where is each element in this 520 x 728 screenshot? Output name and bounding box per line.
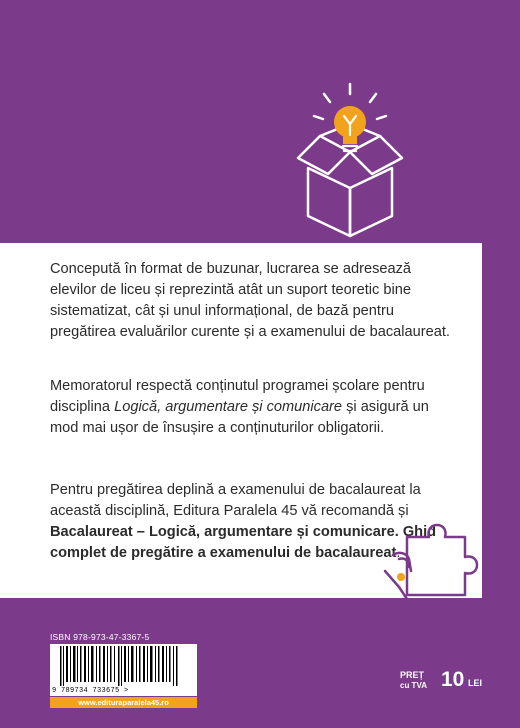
barcode-block	[50, 632, 197, 710]
paragraph-curriculum: Memoratorul respectă conținutul programei școlare pentru disciplina Logică, argumentare și comunicare și asigură un mod mai ușor de însușire a conținuturilor obligatorii.	[50, 378, 429, 436]
lightbulb-box-icon	[280, 80, 420, 240]
puzzle-hand-icon	[377, 497, 487, 607]
publisher-website: www.edituraparalela45.ro	[50, 697, 197, 708]
barcode-digits: 9 789734 733675 >	[52, 687, 129, 695]
price-currency: LEI	[468, 678, 483, 688]
price-label: PREȚ	[400, 670, 425, 680]
price-tax-note: cu TVA	[400, 681, 427, 690]
barcode-bars	[50, 644, 197, 688]
price-value: 10	[441, 668, 465, 691]
paragraph-recommendation: Pentru pregătirea deplină a examenului de bacalaureat la această disciplină, Editura Paralela 45 vă recomandă și Bacalaureat – Logică, argumentare și comunicare. Ghid complet de pregătire a examenului de bacalaureat.	[50, 482, 437, 561]
price-tag	[400, 670, 490, 700]
isbn: ISBN 978-973-47-3367-5	[50, 632, 150, 642]
paragraph-intro: Concepută în format de buzunar, lucrarea se adresează elevilor de liceu și reprezintă atât un suport teoretic bine sistematizat, cât și unul informațional, de bază pentru pregătirea evaluărilor curente și a examenului de bacalaureat.	[50, 261, 450, 340]
barcode	[50, 644, 197, 696]
